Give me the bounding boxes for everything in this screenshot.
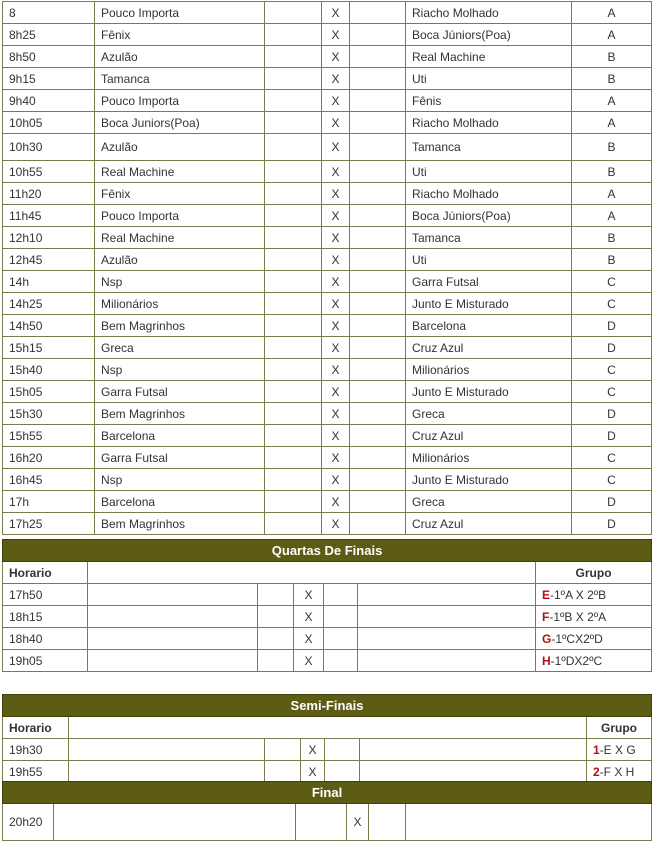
away-team: Greca [406, 403, 572, 425]
score-slot-away [369, 804, 406, 841]
score-slot-home [265, 293, 322, 315]
score-slot-away [350, 359, 406, 381]
group-letter: D [572, 337, 652, 359]
table-row [3, 293, 652, 315]
score-slot-home [265, 425, 322, 447]
versus-mark: X [322, 68, 350, 90]
versus-mark: X [322, 271, 350, 293]
versus-mark: X [322, 227, 350, 249]
versus-mark: X [322, 183, 350, 205]
group-letter: D [572, 315, 652, 337]
table-row [3, 68, 652, 90]
versus-mark: X [322, 90, 350, 112]
score-slot-home [265, 112, 322, 134]
score-slot-home [258, 650, 294, 672]
quarter-finals-table [2, 539, 652, 672]
group-letter: A [572, 205, 652, 227]
match-time: 15h55 [3, 425, 95, 447]
table-row [3, 205, 652, 227]
score-slot-away [350, 381, 406, 403]
team-slot-home [88, 628, 258, 650]
away-team: Milionários [406, 359, 572, 381]
table-row [3, 447, 652, 469]
match-time: 10h05 [3, 112, 95, 134]
away-team: Uti [406, 161, 572, 183]
match-time: 17h50 [3, 584, 88, 606]
group-letter: C [572, 447, 652, 469]
score-slot-away [350, 491, 406, 513]
match-time: 9h15 [3, 68, 95, 90]
score-slot-away [324, 584, 358, 606]
away-team: Junto E Misturado [406, 469, 572, 491]
group-letter: A [572, 183, 652, 205]
score-slot-home [265, 337, 322, 359]
team-slot-away [358, 650, 536, 672]
score-slot-home [265, 46, 322, 68]
versus-mark: X [322, 134, 350, 161]
bracket-rule: -E X G [599, 742, 636, 757]
score-slot-away [350, 315, 406, 337]
table-row [3, 161, 652, 183]
match-time: 8 [3, 2, 95, 24]
team-slot-away [358, 628, 536, 650]
column-header-time: Horario [3, 562, 88, 584]
versus-mark: X [322, 359, 350, 381]
table-row [3, 112, 652, 134]
score-slot-away [350, 513, 406, 535]
score-slot-home [265, 739, 301, 761]
home-team: Garra Futsal [95, 447, 265, 469]
bracket-letter: H [542, 653, 551, 668]
score-slot-away [350, 337, 406, 359]
versus-mark: X [322, 2, 350, 24]
group-letter: B [572, 68, 652, 90]
group-letter: C [572, 359, 652, 381]
score-slot-home [265, 315, 322, 337]
match-time: 11h20 [3, 183, 95, 205]
table-row [3, 381, 652, 403]
group-stage-table [2, 1, 652, 535]
away-team: Boca Júniors(Poa) [406, 24, 572, 46]
group-cell [587, 739, 652, 761]
score-slot-home [296, 804, 347, 841]
versus-mark: X [322, 161, 350, 183]
versus-mark: X [347, 804, 369, 841]
final-table [2, 781, 652, 841]
team-slot-home [88, 650, 258, 672]
group-letter: D [572, 513, 652, 535]
score-slot-home [265, 205, 322, 227]
bracket-letter: G [542, 631, 552, 646]
team-slot-away [358, 606, 536, 628]
match-time: 19h55 [3, 761, 69, 783]
bracket-rule: -1ºB X 2ºA [549, 609, 607, 624]
match-time: 12h45 [3, 249, 95, 271]
score-slot-away [350, 46, 406, 68]
home-team: Azulão [95, 46, 265, 68]
away-team: Fênis [406, 90, 572, 112]
group-letter: A [572, 2, 652, 24]
group-letter: C [572, 469, 652, 491]
away-team: Uti [406, 249, 572, 271]
home-team: Azulão [95, 134, 265, 161]
score-slot-away [324, 606, 358, 628]
group-letter: C [572, 271, 652, 293]
team-slot-away [360, 761, 587, 783]
match-time: 11h45 [3, 205, 95, 227]
table-row [3, 469, 652, 491]
table-row [3, 337, 652, 359]
versus-mark: X [322, 337, 350, 359]
score-slot-away [350, 249, 406, 271]
team-slot-away [406, 804, 652, 841]
score-slot-away [325, 761, 360, 783]
away-team: Barcelona [406, 315, 572, 337]
match-time: 14h [3, 271, 95, 293]
score-slot-away [350, 425, 406, 447]
home-team: Nsp [95, 469, 265, 491]
home-team: Nsp [95, 359, 265, 381]
group-letter: D [572, 425, 652, 447]
away-team: Milionários [406, 447, 572, 469]
match-time: 16h45 [3, 469, 95, 491]
score-slot-away [350, 90, 406, 112]
score-slot-home [265, 513, 322, 535]
table-row [3, 359, 652, 381]
away-team: Boca Júniors(Poa) [406, 205, 572, 227]
match-time: 10h55 [3, 161, 95, 183]
versus-mark: X [301, 761, 325, 783]
score-slot-home [265, 183, 322, 205]
away-team: Cruz Azul [406, 337, 572, 359]
home-team: Garra Futsal [95, 381, 265, 403]
versus-mark: X [322, 24, 350, 46]
score-slot-home [265, 161, 322, 183]
group-cell [536, 584, 652, 606]
bracket-letter: E [542, 587, 551, 602]
table-row [3, 183, 652, 205]
table-row [3, 513, 652, 535]
versus-mark: X [294, 606, 324, 628]
score-slot-away [350, 271, 406, 293]
score-slot-home [265, 447, 322, 469]
match-time: 17h [3, 491, 95, 513]
away-team: Greca [406, 491, 572, 513]
table-row [3, 134, 652, 161]
score-slot-away [350, 227, 406, 249]
column-header-group: Grupo [587, 717, 652, 739]
versus-mark: X [301, 739, 325, 761]
match-time: 18h40 [3, 628, 88, 650]
away-team: Tamanca [406, 227, 572, 249]
home-team: Real Machine [95, 227, 265, 249]
score-slot-home [265, 491, 322, 513]
table-row [3, 739, 652, 761]
table-row [3, 491, 652, 513]
score-slot-home [265, 227, 322, 249]
match-time: 8h50 [3, 46, 95, 68]
home-team: Nsp [95, 271, 265, 293]
team-slot-away [360, 739, 587, 761]
score-slot-home [265, 249, 322, 271]
group-cell [536, 606, 652, 628]
table-row [3, 606, 652, 628]
team-slot-home [54, 804, 296, 841]
match-time: 14h50 [3, 315, 95, 337]
column-header-group: Grupo [536, 562, 652, 584]
group-letter: B [572, 161, 652, 183]
group-letter: A [572, 90, 652, 112]
group-cell [587, 761, 652, 783]
score-slot-away [350, 68, 406, 90]
match-time: 19h05 [3, 650, 88, 672]
table-row [3, 271, 652, 293]
group-letter: A [572, 112, 652, 134]
column-header-blank [69, 717, 587, 739]
versus-mark: X [322, 315, 350, 337]
score-slot-away [350, 2, 406, 24]
away-team: Riacho Molhado [406, 112, 572, 134]
score-slot-home [265, 403, 322, 425]
group-letter: B [572, 249, 652, 271]
semi-finals-title: Semi-Finais [3, 695, 652, 717]
score-slot-home [258, 606, 294, 628]
versus-mark: X [322, 205, 350, 227]
score-slot-away [350, 293, 406, 315]
match-time: 17h25 [3, 513, 95, 535]
score-slot-away [350, 161, 406, 183]
score-slot-home [265, 90, 322, 112]
home-team: Greca [95, 337, 265, 359]
home-team: Bem Magrinhos [95, 403, 265, 425]
group-letter: A [572, 24, 652, 46]
score-slot-away [350, 24, 406, 46]
bracket-letter: F [542, 609, 550, 624]
group-letter: B [572, 227, 652, 249]
semi-finals-table [2, 694, 652, 783]
away-team: Cruz Azul [406, 425, 572, 447]
table-row [3, 90, 652, 112]
away-team: Riacho Molhado [406, 183, 572, 205]
home-team: Real Machine [95, 161, 265, 183]
home-team: Azulão [95, 249, 265, 271]
table-row [3, 249, 652, 271]
home-team: Bem Magrinhos [95, 513, 265, 535]
home-team: Pouco Importa [95, 2, 265, 24]
versus-mark: X [322, 403, 350, 425]
team-slot-home [88, 606, 258, 628]
score-slot-away [350, 134, 406, 161]
score-slot-home [265, 68, 322, 90]
versus-mark: X [322, 491, 350, 513]
table-row [3, 2, 652, 24]
group-letter: C [572, 381, 652, 403]
match-time: 10h30 [3, 134, 95, 161]
table-row [3, 584, 652, 606]
match-time: 16h20 [3, 447, 95, 469]
score-slot-home [265, 134, 322, 161]
score-slot-away [350, 205, 406, 227]
bracket-rule: -1ºA X 2ºB [550, 587, 607, 602]
team-slot-home [69, 739, 265, 761]
match-time: 12h10 [3, 227, 95, 249]
versus-mark: X [294, 584, 324, 606]
score-slot-away [325, 739, 360, 761]
score-slot-home [265, 271, 322, 293]
versus-mark: X [322, 249, 350, 271]
score-slot-away [350, 403, 406, 425]
bracket-letter: 1 [593, 742, 600, 757]
group-cell [536, 650, 652, 672]
score-slot-home [265, 24, 322, 46]
score-slot-home [265, 381, 322, 403]
group-letter: B [572, 134, 652, 161]
table-row [3, 46, 652, 68]
home-team: Pouco Importa [95, 90, 265, 112]
table-row [3, 761, 652, 783]
away-team: Cruz Azul [406, 513, 572, 535]
match-time: 8h25 [3, 24, 95, 46]
bracket-rule: -1ºDX2ºC [550, 653, 603, 668]
match-time: 15h30 [3, 403, 95, 425]
score-slot-away [350, 447, 406, 469]
versus-mark: X [294, 650, 324, 672]
column-header-blank [88, 562, 536, 584]
match-time: 15h40 [3, 359, 95, 381]
home-team: Milionários [95, 293, 265, 315]
away-team: Riacho Molhado [406, 2, 572, 24]
versus-mark: X [322, 469, 350, 491]
table-row [3, 315, 652, 337]
group-letter: B [572, 46, 652, 68]
table-row [3, 425, 652, 447]
away-team: Garra Futsal [406, 271, 572, 293]
team-slot-home [88, 584, 258, 606]
score-slot-home [265, 359, 322, 381]
match-time: 19h30 [3, 739, 69, 761]
bracket-rule: -F X H [599, 764, 635, 779]
score-slot-home [258, 628, 294, 650]
score-slot-home [258, 584, 294, 606]
versus-mark: X [294, 628, 324, 650]
home-team: Pouco Importa [95, 205, 265, 227]
home-team: Fênix [95, 183, 265, 205]
home-team: Boca Juniors(Poa) [95, 112, 265, 134]
score-slot-away [324, 628, 358, 650]
home-team: Barcelona [95, 425, 265, 447]
score-slot-home [265, 469, 322, 491]
group-cell [536, 628, 652, 650]
column-header-time: Horario [3, 717, 69, 739]
group-letter: D [572, 491, 652, 513]
match-time: 18h15 [3, 606, 88, 628]
group-letter: C [572, 293, 652, 315]
away-team: Junto E Misturado [406, 381, 572, 403]
final-title: Final [3, 782, 652, 804]
home-team: Tamanca [95, 68, 265, 90]
table-row [3, 24, 652, 46]
score-slot-home [265, 2, 322, 24]
match-time: 9h40 [3, 90, 95, 112]
score-slot-home [265, 761, 301, 783]
match-time: 15h05 [3, 381, 95, 403]
match-time: 15h15 [3, 337, 95, 359]
home-team: Barcelona [95, 491, 265, 513]
match-time: 20h20 [3, 804, 54, 841]
away-team: Tamanca [406, 134, 572, 161]
versus-mark: X [322, 293, 350, 315]
quarter-finals-title: Quartas De Finais [3, 540, 652, 562]
table-row [3, 403, 652, 425]
score-slot-away [350, 112, 406, 134]
match-time: 14h25 [3, 293, 95, 315]
table-row [3, 804, 652, 841]
versus-mark: X [322, 513, 350, 535]
home-team: Fênix [95, 24, 265, 46]
home-team: Bem Magrinhos [95, 315, 265, 337]
bracket-letter: 2 [593, 764, 600, 779]
versus-mark: X [322, 46, 350, 68]
table-row [3, 628, 652, 650]
versus-mark: X [322, 447, 350, 469]
away-team: Real Machine [406, 46, 572, 68]
score-slot-away [350, 469, 406, 491]
versus-mark: X [322, 425, 350, 447]
score-slot-away [350, 183, 406, 205]
away-team: Uti [406, 68, 572, 90]
table-row [3, 227, 652, 249]
team-slot-home [69, 761, 265, 783]
group-letter: D [572, 403, 652, 425]
team-slot-away [358, 584, 536, 606]
away-team: Junto E Misturado [406, 293, 572, 315]
versus-mark: X [322, 381, 350, 403]
bracket-rule: -1ºCX2ºD [551, 631, 603, 646]
score-slot-away [324, 650, 358, 672]
table-row [3, 650, 652, 672]
versus-mark: X [322, 112, 350, 134]
